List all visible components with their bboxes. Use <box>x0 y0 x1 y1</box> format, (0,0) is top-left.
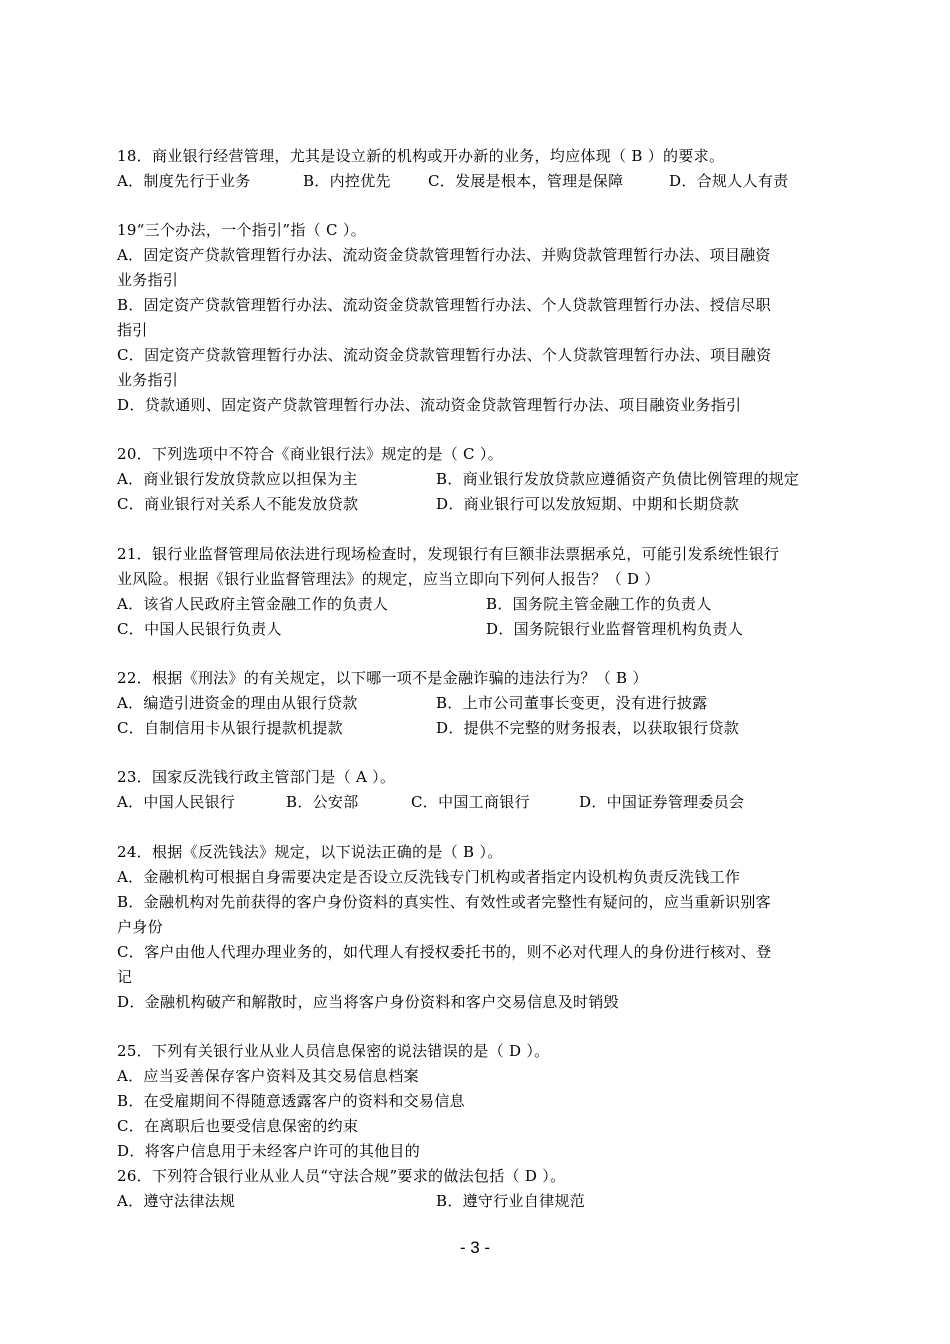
question-23-option-d: D．中国证券管理委员会 <box>579 793 745 811</box>
question-20-option-c: C．商业银行对关系人不能发放贷款 <box>117 495 359 513</box>
question-22-option-b: B．上市公司董事长变更，没有进行披露 <box>436 694 708 712</box>
question-18-option-c: C．发展是根本，管理是保障 <box>428 172 624 190</box>
page-number: - 3 - <box>459 1238 491 1257</box>
question-22-option-a: A．编造引进资金的理由从银行贷款 <box>117 694 358 712</box>
question-21-stem: 21．银行业监督管理局依法进行现场检查时，发现银行有巨额非法票据承兑，可能引发系统性银行 <box>117 545 780 563</box>
question-19-option-a-cont: 业务指引 <box>117 271 179 289</box>
question-24-option-a: A．金融机构可根据自身需要决定是否设立反洗钱专门机构或者指定内设机构负责反洗钱工作 <box>117 868 741 886</box>
question-24-option-b: B．金融机构对先前获得的客户身份资料的真实性、有效性或者完整性有疑问的，应当重新识别客 <box>117 893 771 911</box>
question-24-option-d: D．金融机构破产和解散时，应当将客户身份资料和客户交易信息及时销毁 <box>117 993 619 1011</box>
question-21-option-c: C．中国人民银行负责人 <box>117 620 282 638</box>
question-25-option-d: D．将客户信息用于未经客户许可的其他目的 <box>117 1142 421 1160</box>
question-22-stem: 22．根据《刑法》的有关规定，以下哪一项不是金融诈骗的违法行为？（ B ） <box>117 669 648 687</box>
question-25-option-a: A．应当妥善保存客户资料及其交易信息档案 <box>117 1067 419 1085</box>
question-21-option-d: D．国务院银行业监督管理机构负责人 <box>486 620 744 638</box>
question-21-option-a: A．该省人民政府主管金融工作的负责人 <box>117 595 389 613</box>
question-18-option-d: D．合规人人有责 <box>669 172 789 190</box>
question-25-stem: 25．下列有关银行业从业人员信息保密的说法错误的是（ D ）。 <box>117 1042 550 1060</box>
question-19-option-b-cont: 指引 <box>117 321 148 339</box>
question-23-stem: 23．国家反洗钱行政主管部门是（ A ）。 <box>117 768 396 786</box>
question-19-option-c-cont: 业务指引 <box>117 371 179 389</box>
question-20-option-d: D．商业银行可以发放短期、中期和长期贷款 <box>436 495 740 513</box>
question-26-option-b: B．遵守行业自律规范 <box>436 1192 586 1210</box>
question-26-stem: 26．下列符合银行业从业人员“守法合规”要求的做法包括（ D ）。 <box>117 1167 566 1185</box>
question-19-option-b: B．固定资产贷款管理暂行办法、流动资金贷款管理暂行办法、个人贷款管理暂行办法、授信尽职 <box>117 296 771 314</box>
question-21-stem-cont: 业风险。根据《银行业监督管理法》的规定，应当立即向下列何人报告？（ D ） <box>117 570 660 588</box>
question-24-option-c-cont: 记 <box>117 968 133 986</box>
question-18-stem: 18．商业银行经营管理，尤其是设立新的机构或开办新的业务，均应体现（ B ）的要求。 <box>117 147 725 165</box>
question-18-option-b: B．内控优先 <box>303 172 391 190</box>
question-20-option-b: B．商业银行发放贷款应遵循资产负债比例管理的规定 <box>436 470 800 488</box>
question-22-option-c: C．自制信用卡从银行提款机提款 <box>117 719 343 737</box>
question-25-option-c: C．在离职后也要受信息保密的约束 <box>117 1117 359 1135</box>
question-20-option-a: A．商业银行发放贷款应以担保为主 <box>117 470 358 488</box>
question-21-option-b: B．国务院主管金融工作的负责人 <box>486 595 712 613</box>
question-19-option-a: A．固定资产贷款管理暂行办法、流动资金贷款管理暂行办法、并购贷款管理暂行办法、项目融资 <box>117 246 771 264</box>
question-25-option-b: B．在受雇期间不得随意透露客户的资料和交易信息 <box>117 1092 465 1110</box>
question-20-stem: 20．下列选项中不符合《商业银行法》规定的是（ C ）。 <box>117 445 504 463</box>
question-22-option-d: D．提供不完整的财务报表，以获取银行贷款 <box>436 719 740 737</box>
question-23-option-b: B．公安部 <box>286 793 359 811</box>
question-23-option-c: C．中国工商银行 <box>411 793 530 811</box>
question-24-stem: 24．根据《反洗钱法》规定，以下说法正确的是（ B ）。 <box>117 843 503 861</box>
question-24-option-c: C．客户由他人代理办理业务的，如代理人有授权委托书的，则不必对代理人的身份进行核对、登 <box>117 943 772 961</box>
question-26-option-a: A．遵守法律法规 <box>117 1192 236 1210</box>
question-19-stem: 19“三个办法，一个指引”指（ C ）。 <box>117 221 366 239</box>
question-19-option-d: D．贷款通则、固定资产贷款管理暂行办法、流动资金贷款管理暂行办法、项目融资业务指引 <box>117 396 742 414</box>
question-18-option-a: A．制度先行于业务 <box>117 172 251 190</box>
question-19-option-c: C．固定资产贷款管理暂行办法、流动资金贷款管理暂行办法、个人贷款管理暂行办法、项目融资 <box>117 346 772 364</box>
question-24-option-b-cont: 户身份 <box>117 918 163 936</box>
question-23-option-a: A．中国人民银行 <box>117 793 236 811</box>
